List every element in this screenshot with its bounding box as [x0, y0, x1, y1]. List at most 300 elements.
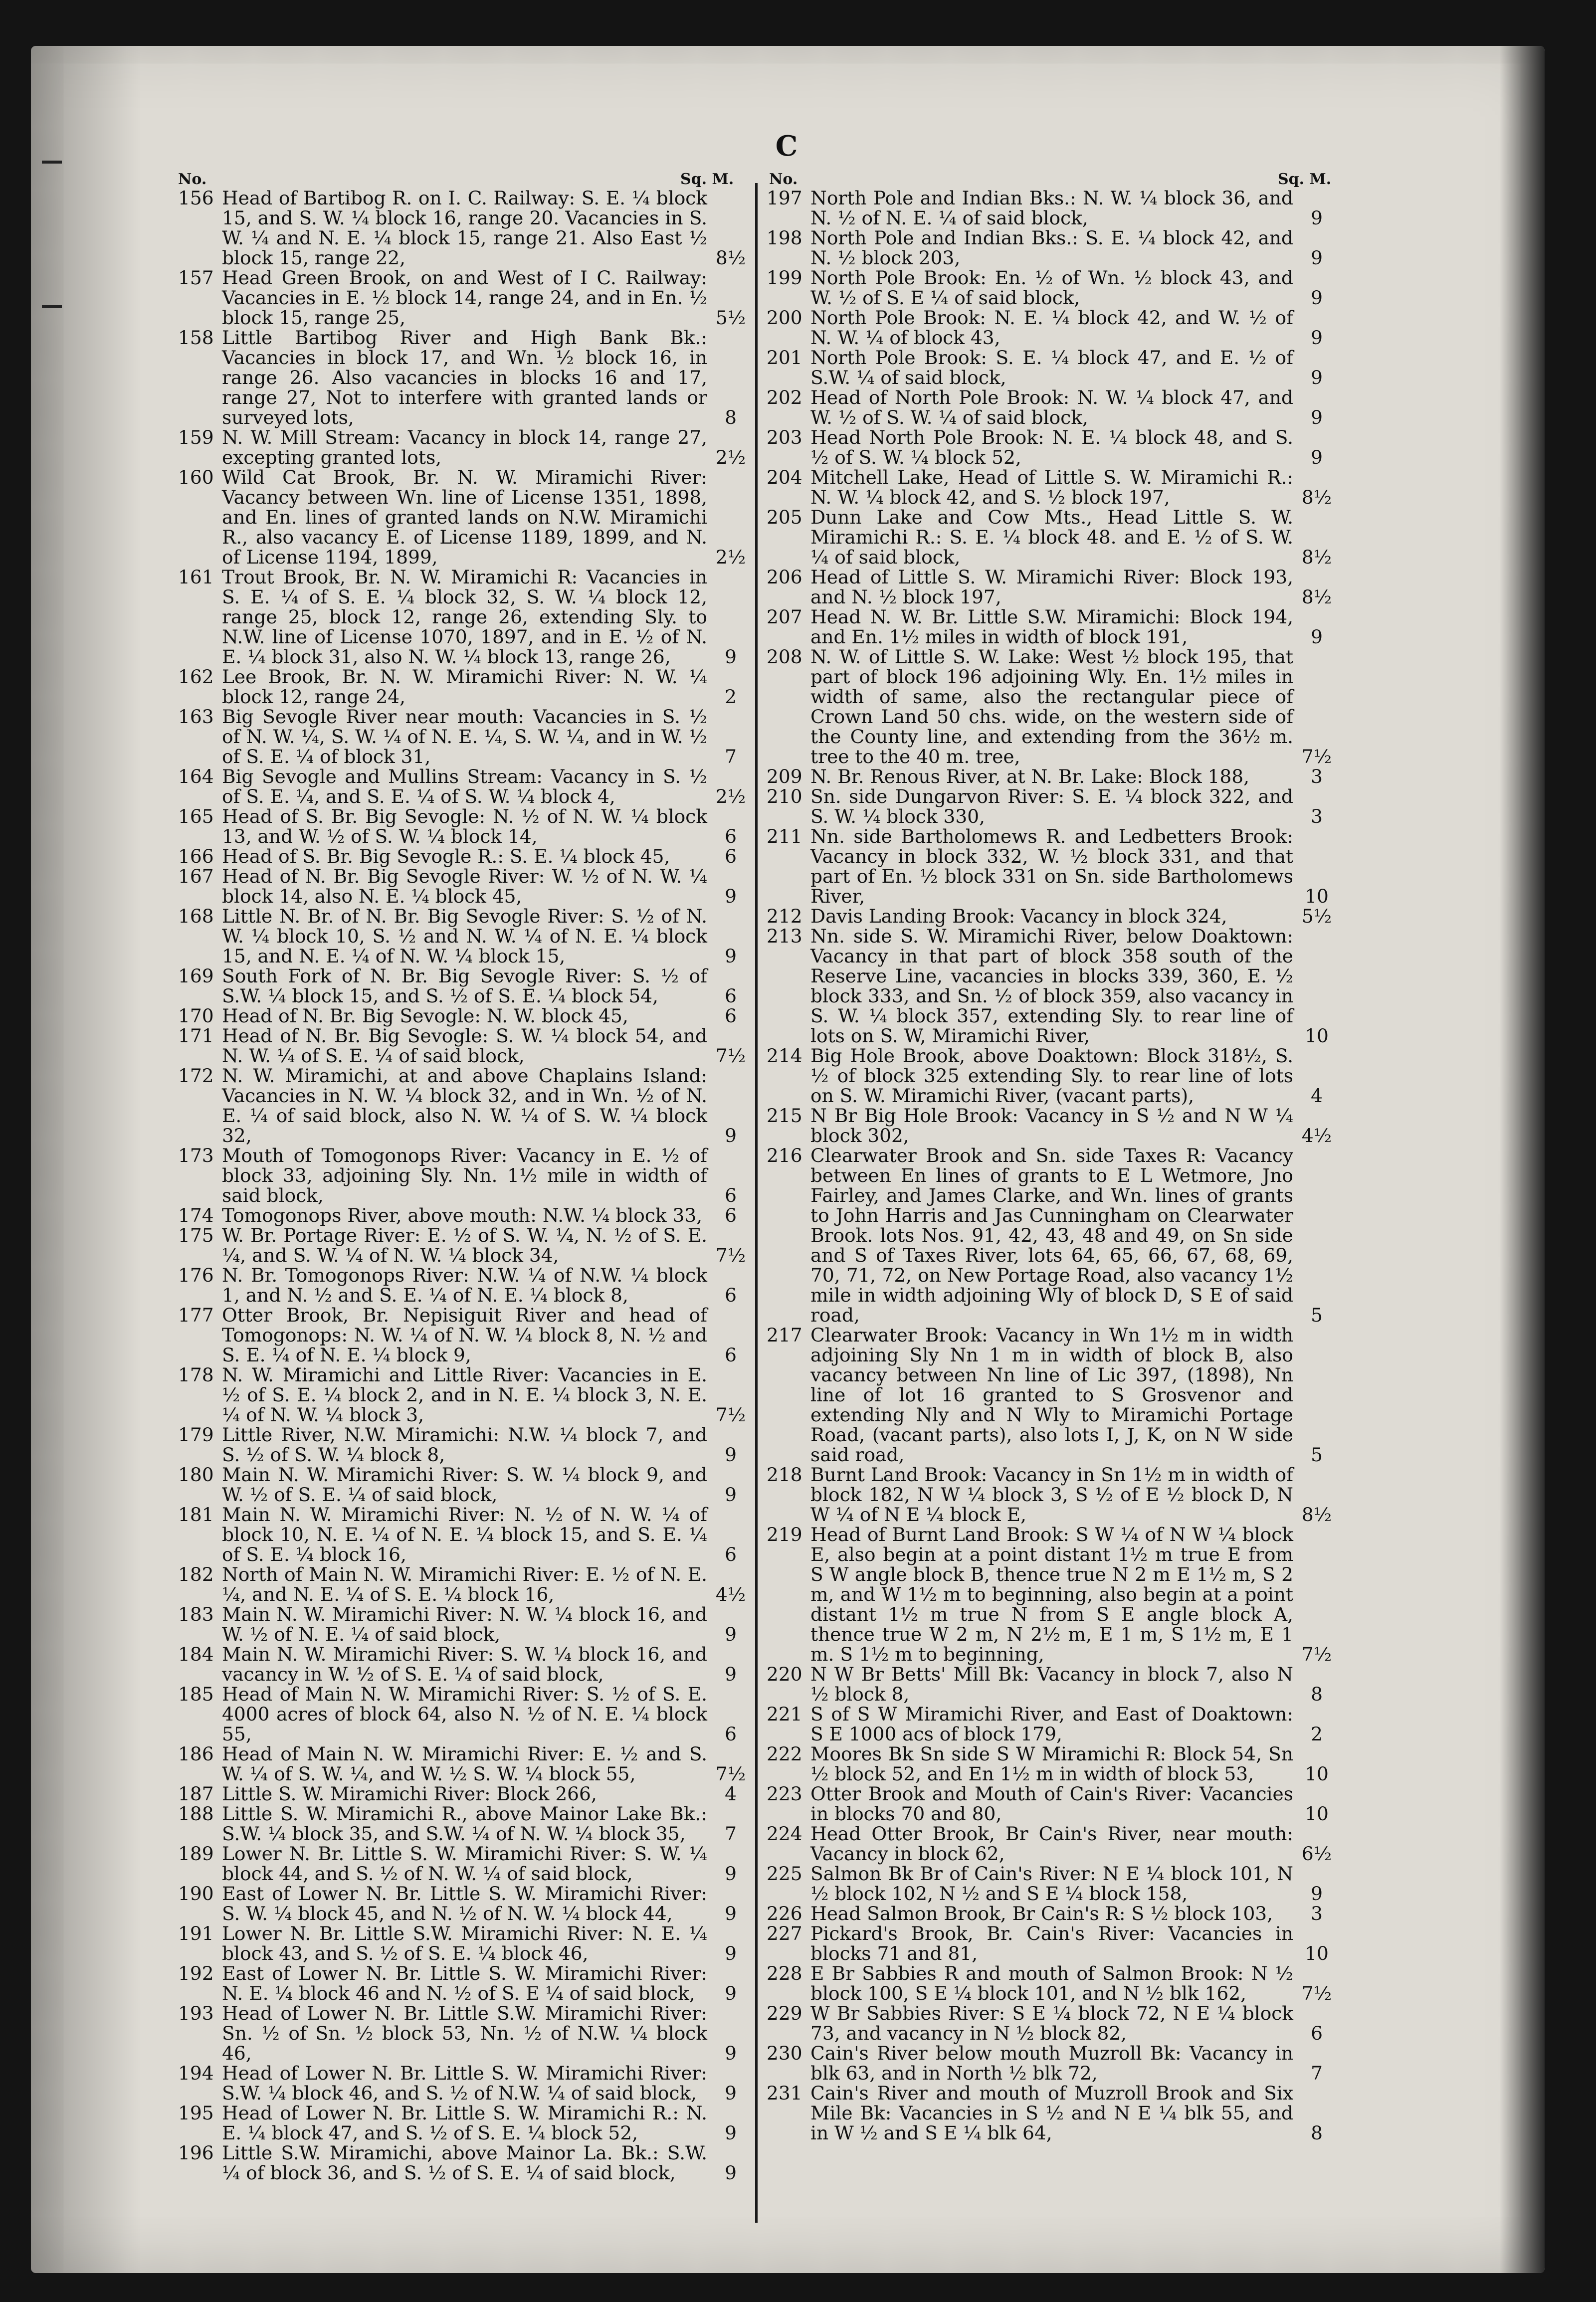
list-item: [767, 348, 1335, 387]
scanned-page: [31, 46, 1545, 2273]
entry-square-miles: 6: [725, 845, 737, 867]
list-item: [178, 1564, 749, 1604]
entry-number: 178: [178, 1364, 214, 1386]
entry-square-miles: 6: [1311, 2022, 1323, 2044]
list-item: [767, 567, 1335, 607]
list-item: [178, 1146, 749, 1205]
entry-square-miles: 7½: [715, 1244, 746, 1266]
entry-number: 192: [178, 1962, 214, 1984]
list-item: [767, 387, 1335, 427]
entry-description: Dunn Lake and Cow Mts., Head Little S. W. Miramichi R.: S. E. ¼ block 48. and E. ½ of S. W. ¼ of said block,: [810, 506, 1293, 568]
entry-description: Big Sevogle and Mullins Stream: Vacancy in S. ½ of S. E. ¼, and S. E. ¼ of S. W. ¼ block 4,: [222, 766, 707, 807]
entry-square-miles: 4½: [715, 1583, 746, 1605]
entry-description: South Fork of N. Br. Big Sevogle River: S. ½ of S.W. ¼ block 15, and S. ½ of S. E. ¼ block 54,: [222, 965, 707, 1007]
entry-number: 208: [767, 646, 802, 668]
entry-square-miles: 5: [1311, 1304, 1323, 1326]
entry-square-miles: 9: [725, 1663, 737, 1685]
entry-description: Head of N. Br. Big Sevogle River: W. ½ of N. W. ¼ block 14, also N. E. ¼ block 45,: [222, 865, 707, 907]
list-item: [767, 1963, 1335, 2003]
entry-square-miles: 6½: [1301, 1843, 1332, 1865]
entry-number: 182: [178, 1563, 214, 1585]
entry-number: 187: [178, 1783, 214, 1805]
entry-description: Little S. W. Miramichi R., above Mainor Lake Bk.: S.W. ¼ block 35, and S.W. ¼ of N. W. ¼ block 35,: [222, 1803, 707, 1845]
entry-number: 197: [767, 187, 802, 209]
entry-number: 185: [178, 1683, 214, 1705]
list-item: [178, 1205, 749, 1225]
entry-description: Trout Brook, Br. N. W. Miramichi R: Vacancies in S. E. ¼ of S. E. ¼ block 32, S. W. ¼ block 12, range 25, block 12, range 26, extending Sly. to N.W. line of License 1070, 1897, and in E. ½ of N. E. ¼ block 31, also N. W. ¼ block 13, range 26,: [222, 566, 707, 668]
entry-number: 191: [178, 1922, 214, 1944]
entry-number: 203: [767, 426, 802, 448]
entry-number: 172: [178, 1065, 214, 1087]
entry-number: 164: [178, 766, 214, 787]
entry-number: 179: [178, 1424, 214, 1446]
entry-square-miles: 7: [725, 1823, 737, 1845]
binding-shadow: [31, 46, 141, 2273]
list-item: [767, 607, 1335, 647]
entry-description: Otter Brook, Br. Nepisiguit River and head of Tomogonops: N. W. ¼ of N. W. ¼ block 8, N. ½ and S. E. ¼ of N. E. ¼ block 9,: [222, 1304, 707, 1366]
entry-description: Clearwater Brook: Vacancy in Wn 1½ m in width adjoining Sly Nn 1 m in width of block B, also vacancy between Nn line of Lic 397, (1898), Nn line of lot 16 granted to S Grosvenor and extending Nly and N Wly to Miramichi Portage Road, (vacant parts), also lots I, J, K, on N W side said road,: [810, 1324, 1293, 1466]
entry-description: North of Main N. W. Miramichi River: E. ½ of N. E. ¼, and N. E. ¼ of S. E. ¼ block 16,: [222, 1563, 707, 1605]
list-item: [767, 1784, 1335, 1824]
entry-description: Head of Bartibog R. on I. C. Railway: S. E. ¼ block 15, and S. W. ¼ block 16, range 20. Vacancies in S. W. ¼ and N. E. ¼ block 15, range 21. Also East ½ block 15, range 22,: [222, 187, 707, 269]
entry-description: N. W. Mill Stream: Vacancy in block 14, range 27, excepting granted lots,: [222, 426, 707, 468]
list-item: [178, 1465, 749, 1505]
entry-square-miles: 8: [1311, 2122, 1323, 2144]
entry-square-miles: 9: [725, 2122, 737, 2144]
entry-description: Little Bartibog River and High Bank Bk.: Vacancies in block 17, and Wn. ½ block 16, in range 26. Also vacancies in blocks 16 and 17, range 27, Not to interfere with granted lands or surveyed lots,: [222, 327, 707, 428]
list-item: [178, 1844, 749, 1884]
entry-square-miles: 7½: [1301, 1643, 1332, 1665]
entry-square-miles: 5: [1311, 1444, 1323, 1466]
margin-mark: [42, 305, 62, 308]
list-item: [767, 906, 1335, 926]
list-item: [178, 427, 749, 467]
entry-description: Nn. side S. W. Miramichi River, below Doaktown: Vacancy in that part of block 358 south of the Reserve Line, vacancies in blocks 339, 360, E. ½ block 333, and Sn. ½ of block 359, also vacancy in S. W. ¼ block 357, extending Sly. to rear line of lots on S. W, Miramichi River,: [810, 925, 1293, 1047]
entry-number: 226: [767, 1903, 802, 1924]
list-item: [767, 1325, 1335, 1465]
entry-square-miles: 4: [725, 1783, 737, 1805]
entry-number: 198: [767, 227, 802, 249]
entry-number: 219: [767, 1524, 802, 1545]
entry-square-miles: 9: [725, 2082, 737, 2104]
entry-number: 157: [178, 267, 214, 289]
right-no-header: No.: [769, 171, 798, 188]
entry-square-miles: 9: [725, 2042, 737, 2064]
list-item: [767, 1525, 1335, 1664]
list-item: [767, 2083, 1335, 2143]
entry-number: 206: [767, 566, 802, 588]
list-item: [178, 1365, 749, 1425]
entry-square-miles: 8: [1311, 1683, 1323, 1705]
entry-description: Cain's River and mouth of Muzroll Brook and Six Mile Bk: Vacancies in S ½ and N E ¼ blk 55, and in W ½ and S E ¼ blk 64,: [810, 2082, 1293, 2144]
entry-description: Mitchell Lake, Head of Little S. W. Miramichi R.: N. W. ¼ block 42, and S. ½ block 197,: [810, 466, 1293, 508]
entry-square-miles: 9: [1311, 247, 1323, 269]
entry-number: 156: [178, 187, 214, 209]
entry-square-miles: 9: [725, 885, 737, 907]
entry-number: 159: [178, 426, 214, 448]
entry-square-miles: 9: [725, 1982, 737, 2004]
entry-square-miles: 10: [1305, 1025, 1329, 1047]
entry-number: 175: [178, 1224, 214, 1246]
entry-description: Main N. W. Miramichi River: S. W. ¼ block 9, and W. ½ of S. E. ¼ of said block,: [222, 1464, 707, 1506]
entry-description: Head of Main N. W. Miramichi River: E. ½ and S. W. ¼ of S. W. ¼, and W. ½ S. W. ¼ block 55,: [222, 1743, 707, 1785]
entry-square-miles: 6: [725, 1543, 737, 1565]
entry-description: Clearwater Brook and Sn. side Taxes R: Vacancy between En lines of grants to E L Wetmore, Jno Fairley, and James Clarke, and Wn. lines of grants to John Harris and Jas Cunningham on Clearwater Brook. lots Nos. 91, 42, 43, 48 and 49, on Sn side and S of Taxes River, lots 64, 65, 66, 67, 68, 69, 70, 71, 72, on New Portage Road, also vacancy 1½ mile in width adjoining Wly of block D, S E of said road,: [810, 1145, 1293, 1326]
page-letter: C: [775, 130, 798, 163]
list-item: [767, 188, 1335, 228]
list-item: [767, 1106, 1335, 1146]
entry-description: Lower N. Br. Little S.W. Miramichi River: N. E. ¼ block 43, and S. ½ of S. E. ¼ block 46,: [222, 1922, 707, 1964]
list-item: [178, 1006, 749, 1026]
entry-description: Head of N. Br. Big Sevogle: N. W. block 45,: [222, 1005, 628, 1027]
entry-number: 202: [767, 386, 802, 408]
entry-number: 229: [767, 2002, 802, 2024]
entry-description: Big Sevogle River near mouth: Vacancies in S. ½ of N. W. ¼, S. W. ¼ of N. E. ¼, S. W. ¼, and in W. ½ of S. E. ¼ of block 31,: [222, 706, 707, 767]
list-item: [767, 1146, 1335, 1325]
entry-description: Little S. W. Miramichi River: Block 266,: [222, 1783, 597, 1805]
list-item: [767, 1923, 1335, 1963]
entry-description: Main N. W. Miramichi River: N. ½ of N. W. ¼ of block 10, N. E. ¼ of N. E. ¼ block 15, and S. E. ¼ of S. E. ¼ block 16,: [222, 1504, 707, 1565]
entry-number: 217: [767, 1324, 802, 1346]
entry-description: Head of Main N. W. Miramichi River: S. ½ of S. E. 4000 acres of block 64, also N. ½ of N. E. ¼ block 55,: [222, 1683, 707, 1745]
entry-description: Moores Bk Sn side S W Miramichi R: Block 54, Sn ½ block 52, and En 1½ m in width of block 53,: [810, 1743, 1293, 1785]
entry-description: Head of North Pole Brook: N. W. ¼ block 47, and W. ½ of S. W. ¼ of said block,: [810, 386, 1293, 428]
entry-square-miles: 6: [725, 1005, 737, 1027]
entry-square-miles: 7½: [715, 1763, 746, 1785]
right-sqm-header: Sq. M.: [1278, 171, 1332, 188]
entry-square-miles: 9: [1311, 207, 1323, 229]
entry-square-miles: 8½: [1301, 546, 1332, 568]
list-item: [178, 1505, 749, 1564]
list-item: [178, 1305, 749, 1365]
entry-description: Mouth of Tomogonops River: Vacancy in E. ½ of block 33, adjoining Sly. Nn. 1½ mile in width of said block,: [222, 1145, 707, 1206]
entry-number: 162: [178, 666, 214, 688]
list-item: [767, 1744, 1335, 1784]
column-divider: [755, 183, 758, 2223]
entry-number: 209: [767, 766, 802, 787]
entry-description: Head N. W. Br. Little S.W. Miramichi: Block 194, and En. 1½ miles in width of block 191,: [810, 606, 1293, 648]
entry-square-miles: 6: [725, 1184, 737, 1206]
entry-number: 181: [178, 1504, 214, 1526]
entry-square-miles: 8½: [1301, 486, 1332, 508]
list-item: [178, 328, 749, 427]
entry-number: 211: [767, 825, 802, 847]
entry-number: 190: [178, 1883, 214, 1905]
entry-description: Head Salmon Brook, Br Cain's R: S ½ block 103,: [810, 1903, 1273, 1924]
entry-number: 225: [767, 1863, 802, 1885]
entry-square-miles: 9: [1311, 1883, 1323, 1905]
entry-square-miles: 9: [1311, 626, 1323, 648]
list-item: [178, 188, 749, 268]
entry-number: 184: [178, 1643, 214, 1665]
entry-number: 205: [767, 506, 802, 528]
entry-number: 158: [178, 327, 214, 349]
left-column: [178, 188, 749, 2183]
left-sqm-header: Sq. M.: [680, 171, 734, 188]
entry-square-miles: 7½: [1301, 1982, 1332, 2004]
entry-number: 160: [178, 466, 214, 488]
list-item: [767, 767, 1335, 786]
entry-number: 171: [178, 1025, 214, 1047]
entry-square-miles: 8½: [1301, 586, 1332, 608]
entry-description: East of Lower N. Br. Little S. W. Miramichi River: S. W. ¼ block 45, and N. ½ of N. W. ¼ block 44,: [222, 1883, 707, 1924]
entry-square-miles: 8: [725, 406, 737, 428]
entry-number: 230: [767, 2042, 802, 2064]
entry-description: Burnt Land Brook: Vacancy in Sn 1½ m in width of block 182, N W ¼ block 3, S ½ of E ½ block D, N W ¼ of N E ¼ block E,: [810, 1464, 1293, 1526]
entry-square-miles: 6: [725, 1284, 737, 1306]
list-item: [767, 926, 1335, 1046]
entry-number: 170: [178, 1005, 214, 1027]
entry-number: 213: [767, 925, 802, 947]
entry-description: E Br Sabbies R and mouth of Salmon Brook: N ½ block 100, S E ¼ block 101, and N ½ blk 162,: [810, 1962, 1293, 2004]
entry-square-miles: 2½: [715, 446, 746, 468]
list-item: [178, 1265, 749, 1305]
entry-square-miles: 7½: [715, 1045, 746, 1067]
entry-number: 167: [178, 865, 214, 887]
entry-description: Big Hole Brook, above Doaktown: Block 318½, S. ½ of block 325 extending Sly. to rear line of lots on S. W. Miramichi River, (vacant parts),: [810, 1045, 1293, 1107]
entry-description: Head of Lower N. Br. Little S.W. Miramichi River: Sn. ½ of Sn. ½ block 53, Nn. ½ of N.W. ¼ block 46,: [222, 2002, 707, 2064]
list-item: [767, 2043, 1335, 2083]
left-no-header: No.: [178, 171, 207, 188]
entry-number: 216: [767, 1145, 802, 1166]
entry-number: 228: [767, 1962, 802, 1984]
entry-number: 223: [767, 1783, 802, 1805]
list-item: [178, 1644, 749, 1684]
entry-description: Head Otter Brook, Br Cain's River, near mouth: Vacancy in block 62,: [810, 1823, 1293, 1865]
entry-number: 210: [767, 785, 802, 807]
entry-description: Little River, N.W. Miramichi: N.W. ¼ block 7, and S. ½ of S. W. ¼ block 8,: [222, 1424, 707, 1466]
entry-square-miles: 9: [725, 1484, 737, 1506]
list-item: [178, 268, 749, 328]
entry-square-miles: 2: [725, 686, 737, 708]
entry-square-miles: 6: [725, 1344, 737, 1366]
list-item: [178, 707, 749, 767]
entry-square-miles: 10: [1305, 885, 1329, 907]
list-item: [178, 1684, 749, 1744]
entry-square-miles: 9: [725, 1623, 737, 1645]
entry-number: 189: [178, 1843, 214, 1865]
entry-number: 165: [178, 805, 214, 827]
entry-description: N W Br Betts' Mill Bk: Vacancy in block 7, also N ½ block 8,: [810, 1663, 1293, 1705]
list-item: [767, 308, 1335, 348]
list-item: [767, 1704, 1335, 1744]
list-item: [178, 667, 749, 707]
entry-description: S of S W Miramichi River, and East of Doaktown: S E 1000 acs of block 179,: [810, 1703, 1293, 1745]
list-item: [767, 2003, 1335, 2043]
list-item: [178, 966, 749, 1006]
list-item: [767, 826, 1335, 906]
entry-description: N. W. Miramichi and Little River: Vacancies in E. ½ of S. E. ¼ block 2, and in N. E. ¼ block 3, N. E. ¼ of N. W. ¼ block 3,: [222, 1364, 707, 1426]
entry-square-miles: 7½: [715, 1404, 746, 1426]
entry-square-miles: 9: [725, 1863, 737, 1885]
entry-square-miles: 9: [725, 1444, 737, 1466]
list-item: [767, 1824, 1335, 1864]
entry-number: 176: [178, 1264, 214, 1286]
entry-square-miles: 5½: [1301, 905, 1332, 927]
entry-description: Little N. Br. of N. Br. Big Sevogle River: S. ½ of N. W. ¼ block 10, S. ½ and N. W. ¼ of N. E. ¼ block 15, and N. E. ¼ of N. W. ¼ block 15,: [222, 905, 707, 967]
entry-square-miles: 7½: [1301, 746, 1332, 767]
list-item: [767, 268, 1335, 308]
entry-number: 215: [767, 1105, 802, 1127]
entry-description: Head of Burnt Land Brook: S W ¼ of N W ¼ block E, also begin at a point distant 1½ m true E from S W angle block B, thence true N 2 m E 1½ m, S 2 m, and W 1½ m to beginning, also begin at a point distant 1½ m true N from S E angle block A, thence true W 2 m, N 2½ m, E 1 m, S 1½ m, E 1 m. S 1½ m to beginning,: [810, 1524, 1293, 1665]
entry-square-miles: 2½: [715, 546, 746, 568]
entry-number: 183: [178, 1603, 214, 1625]
entry-square-miles: 9: [725, 1125, 737, 1147]
list-item: [178, 1604, 749, 1644]
list-item: [178, 467, 749, 567]
entry-square-miles: 4½: [1301, 1125, 1332, 1147]
margin-mark: [42, 161, 62, 164]
entry-number: 195: [178, 2102, 214, 2124]
list-item: [178, 2063, 749, 2103]
entry-square-miles: 5½: [715, 307, 746, 329]
entry-description: Cain's River below mouth Muzroll Bk: Vacancy in blk 63, and in North ½ blk 72,: [810, 2042, 1293, 2084]
entry-number: 186: [178, 1743, 214, 1765]
entry-description: Salmon Bk Br of Cain's River: N E ¼ block 101, N ½ block 102, N ½ and S E ¼ block 158,: [810, 1863, 1293, 1905]
entry-description: Head of Lower N. Br. Little S. W. Miramichi River: S.W. ¼ block 46, and S. ½ of N.W. ¼ of said block,: [222, 2062, 707, 2104]
entry-square-miles: 10: [1305, 1803, 1329, 1825]
entry-description: Head of S. Br. Big Sevogle R.: S. E. ¼ block 45,: [222, 845, 670, 867]
entry-square-miles: 4: [1311, 1085, 1323, 1107]
list-item: [178, 1066, 749, 1146]
entry-number: 180: [178, 1464, 214, 1486]
entry-square-miles: 6: [725, 1204, 737, 1226]
list-item: [178, 1425, 749, 1465]
entry-number: 227: [767, 1922, 802, 1944]
entry-description: Main N. W. Miramichi River: N. W. ¼ block 16, and W. ½ of N. E. ¼ of said block,: [222, 1603, 707, 1645]
entry-description: North Pole and Indian Bks.: S. E. ¼ block 42, and N. ½ block 203,: [810, 227, 1293, 269]
entry-description: Otter Brook and Mouth of Cain's River: Vacancies in blocks 70 and 80,: [810, 1783, 1293, 1825]
entry-square-miles: 10: [1305, 1763, 1329, 1785]
entry-number: 194: [178, 2062, 214, 2084]
list-item: [178, 1884, 749, 1923]
entry-description: Head of N. Br. Big Sevogle: S. W. ¼ block 54, and N. W. ¼ of S. E. ¼ of said block,: [222, 1025, 707, 1067]
entry-number: 193: [178, 2002, 214, 2024]
entry-description: N. W. Miramichi, at and above Chaplains Island: Vacancies in N. W. ¼ block 32, and in Wn. ½ of N. E. ¼ of said block, also N. W. ¼ of S. W. ¼ block 32,: [222, 1065, 707, 1147]
entry-number: 220: [767, 1663, 802, 1685]
entry-number: 169: [178, 965, 214, 987]
entry-number: 221: [767, 1703, 802, 1725]
entry-number: 174: [178, 1204, 214, 1226]
entry-square-miles: 10: [1305, 1942, 1329, 1964]
entry-square-miles: 9: [1311, 367, 1323, 388]
list-item: [178, 906, 749, 966]
entry-description: Lower N. Br. Little S. W. Miramichi River: S. W. ¼ block 44, and S. ½ of N. W. ¼ of said block,: [222, 1843, 707, 1885]
entry-description: N Br Big Hole Brook: Vacancy in S ½ and N W ¼ block 302,: [810, 1105, 1293, 1147]
entry-square-miles: 9: [1311, 287, 1323, 309]
entry-square-miles: 8½: [715, 247, 746, 269]
entry-square-miles: 3: [1311, 1903, 1323, 1924]
entry-description: North Pole Brook: En. ½ of Wn. ½ block 43, and W. ½ of S. E ¼ of said block,: [810, 267, 1293, 309]
entry-number: 188: [178, 1803, 214, 1825]
entry-description: Head of Lower N. Br. Little S. W. Miramichi R.: N. E. ¼ block 47, and S. ½ of S. E. ¼ block 52,: [222, 2102, 707, 2144]
entry-number: 173: [178, 1145, 214, 1166]
entry-description: Head North Pole Brook: N. E. ¼ block 48, and S. ½ of S. W. ¼ block 52,: [810, 426, 1293, 468]
entry-description: North Pole Brook: N. E. ¼ block 42, and W. ½ of N. W. ¼ of block 43,: [810, 307, 1293, 349]
entry-number: 166: [178, 845, 214, 867]
entry-description: Tomogonops River, above mouth: N.W. ¼ block 33,: [222, 1204, 703, 1226]
entry-number: 177: [178, 1304, 214, 1326]
entry-description: East of Lower N. Br. Little S. W. Miramichi River: N. E. ¼ block 46 and N. ½ of S. E ¼ of said block,: [222, 1962, 707, 2004]
entry-number: 201: [767, 347, 802, 369]
list-item: [178, 1784, 749, 1804]
entry-number: 207: [767, 606, 802, 628]
list-item: [178, 846, 749, 866]
entry-description: W. Br. Portage River: E. ½ of S. W. ¼, N. ½ of S. E. ¼, and S. W. ¼ of N. W. ¼ block 34,: [222, 1224, 707, 1266]
list-item: [178, 567, 749, 667]
entry-square-miles: 3: [1311, 766, 1323, 787]
entry-square-miles: 9: [1311, 446, 1323, 468]
entry-description: N. Br. Tomogonops River: N.W. ¼ of N.W. ¼ block 1, and N. ½ and S. E. ¼ of N. E. ¼ block 8,: [222, 1264, 707, 1306]
list-item: [178, 1923, 749, 1963]
list-item: [178, 1744, 749, 1784]
entry-number: 231: [767, 2082, 802, 2104]
entry-description: Head of Little S. W. Miramichi River: Block 193, and N. ½ block 197,: [810, 566, 1293, 608]
list-item: [767, 467, 1335, 507]
list-item: [178, 767, 749, 806]
entry-square-miles: 2½: [715, 785, 746, 807]
entry-description: N. Br. Renous River, at N. Br. Lake: Block 188,: [810, 766, 1249, 787]
entry-description: Head Green Brook, on and West of I C. Railway: Vacancies in E. ½ block 14, range 24, and in En. ½ block 15, range 25,: [222, 267, 707, 329]
list-item: [767, 647, 1335, 767]
list-item: [178, 2003, 749, 2063]
entry-description: Nn. side Bartholomews R. and Ledbetters Brook: Vacancy in block 332, W. ½ block 331, and that part of En. ½ block 331 on Sn. side Bartholomews River,: [810, 825, 1293, 907]
entry-number: 218: [767, 1464, 802, 1486]
list-item: [767, 427, 1335, 467]
entry-number: 204: [767, 466, 802, 488]
page-edge-shadow: [1500, 46, 1545, 2273]
entry-number: 163: [178, 706, 214, 728]
entry-description: Sn. side Dungarvon River: S. E. ¼ block 322, and S. W. ¼ block 330,: [810, 785, 1293, 827]
list-item: [767, 1664, 1335, 1704]
entry-number: 222: [767, 1743, 802, 1765]
entry-number: 199: [767, 267, 802, 289]
entry-number: 161: [178, 566, 214, 588]
list-item: [767, 1465, 1335, 1525]
entry-square-miles: 9: [725, 2162, 737, 2184]
entry-square-miles: 9: [1311, 406, 1323, 428]
list-item: [767, 786, 1335, 826]
list-item: [767, 1904, 1335, 1923]
list-item: [178, 1026, 749, 1066]
entry-description: North Pole and Indian Bks.: N. W. ¼ block 36, and N. ½ of N. E. ¼ of said block,: [810, 187, 1293, 229]
list-item: [178, 1225, 749, 1265]
entry-square-miles: 6: [725, 825, 737, 847]
list-item: [767, 507, 1335, 567]
list-item: [178, 1963, 749, 2003]
entry-number: 200: [767, 307, 802, 329]
entry-square-miles: 9: [725, 1942, 737, 1964]
entry-description: Wild Cat Brook, Br. N. W. Miramichi River: Vacancy between Wn. line of License 1351, 1898, and En. lines of granted lands on N.W. Miramichi R., also vacancy E. of License 1189, 1899, and N. of License 1194, 1899,: [222, 466, 707, 568]
list-item: [178, 2103, 749, 2143]
right-column: [767, 188, 1335, 2143]
list-item: [767, 1046, 1335, 1106]
list-item: [178, 866, 749, 906]
entry-description: N. W. of Little S. W. Lake: West ½ block 195, that part of block 196 adjoining Wly. En. 1½ miles in width of same, also the rectangular piece of Crown Land 50 chs. wide, on the western side of the County line, and extending from the 36½ m. tree to the 40 m. tree,: [810, 646, 1293, 767]
list-item: [178, 806, 749, 846]
entry-description: Pickard's Brook, Br. Cain's River: Vacancies in blocks 71 and 81,: [810, 1922, 1293, 1964]
entry-number: 212: [767, 905, 802, 927]
entry-square-miles: 9: [725, 1903, 737, 1924]
entry-description: Davis Landing Brook: Vacancy in block 324,: [810, 905, 1227, 927]
entry-square-miles: 9: [725, 945, 737, 967]
list-item: [767, 1864, 1335, 1904]
entry-description: Head of S. Br. Big Sevogle: N. ½ of N. W. ¼ block 13, and W. ½ of S. W. ¼ block 14,: [222, 805, 707, 847]
entry-number: 196: [178, 2142, 214, 2164]
list-item: [178, 2143, 749, 2183]
entry-description: North Pole Brook: S. E. ¼ block 47, and E. ½ of S.W. ¼ of said block,: [810, 347, 1293, 388]
entry-square-miles: 6: [725, 1723, 737, 1745]
